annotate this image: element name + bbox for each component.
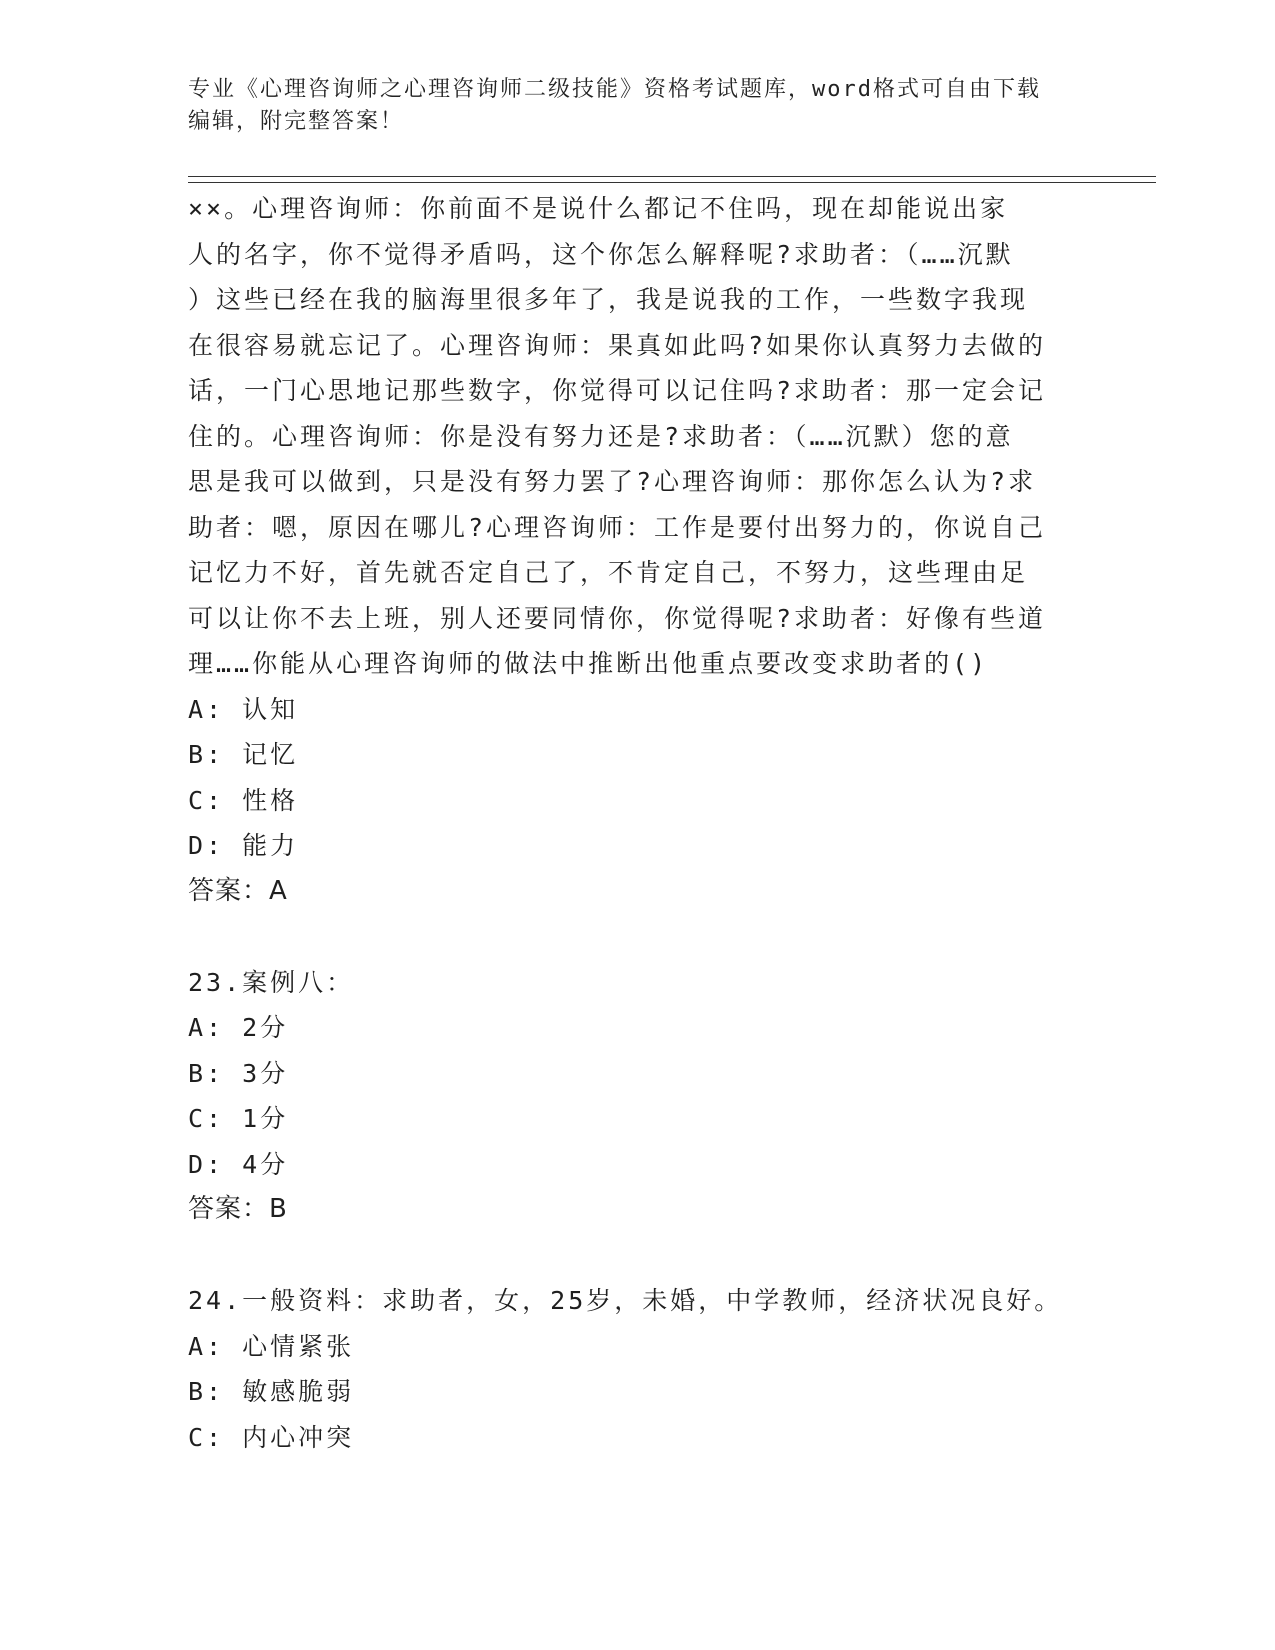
- q22-line: 住的。心理咨询师：你是没有努力还是?求助者：（……沉默）您的意: [188, 421, 1014, 451]
- q22-line: 理……你能从心理咨询师的做法中推断出他重点要改变求助者的(): [188, 649, 989, 678]
- q24-option-b: B: 敏感脆弱: [188, 1377, 355, 1406]
- q23-option-d: D: 4分: [188, 1149, 289, 1179]
- question-24-title: 24.一般资料：求助者，女，25岁，未婚，中学教师，经济状况良好。: [188, 1286, 1063, 1315]
- q22-line: 话，一门心思地记那些数字，你觉得可以记住吗?求助者：那一定会记: [188, 376, 1047, 405]
- header-line-1: 专业《心理咨询师之心理咨询师二级技能》资格考试题库，word格式可自由下载: [188, 77, 1041, 102]
- q23-option-a: A: 2分: [188, 1013, 289, 1042]
- q23-answer: 答案：B: [188, 1194, 288, 1224]
- q22-answer: 答案：A: [188, 875, 288, 906]
- header-divider-bottom: [188, 182, 1156, 183]
- q22-line: 思是我可以做到，只是没有努力罢了?心理咨询师：那你怎么认为?求: [188, 467, 1037, 496]
- header-divider-top: [188, 176, 1156, 177]
- q22-option-d: D: 能力: [188, 831, 299, 860]
- q23-option-b: B: 3分: [188, 1058, 289, 1088]
- document-body: [188, 186, 1088, 1460]
- q22-line: 助者：嗯，原因在哪儿?心理咨询师：工作是要付出努力的，你说自己: [188, 512, 1047, 542]
- q22-option-b: B: 记忆: [188, 740, 299, 769]
- q22-line: 在很容易就忘记了。心理咨询师：果真如此吗?如果你认真努力去做的: [188, 330, 1047, 360]
- q22-line: 可以让你不去上班，别人还要同情你，你觉得呢?求助者：好像有些道: [188, 603, 1047, 633]
- document-header: [188, 74, 1088, 138]
- q24-option-c: C: 内心冲突: [188, 1422, 355, 1452]
- q22-option-c: C: 性格: [188, 785, 299, 815]
- spacer: [188, 914, 1088, 960]
- q22-line: ）这些已经在我的脑海里很多年了，我是说我的工作，一些数字我现: [188, 285, 1029, 314]
- question-23-title: 23.案例八：: [188, 967, 355, 997]
- q22-option-a: A: 认知: [188, 694, 299, 724]
- q22-line: 人的名字，你不觉得矛盾吗，这个你怎么解释呢?求助者：（……沉默: [188, 239, 1014, 269]
- q24-option-a: A: 心情紧张: [188, 1331, 355, 1361]
- question-22-text: [188, 186, 1088, 687]
- header-line-2: 编辑，附完整答案！: [188, 109, 405, 134]
- spacer: [188, 1233, 1088, 1279]
- q23-option-c: C: 1分: [188, 1104, 289, 1133]
- q22-line: ××。心理咨询师：你前面不是说什么都记不住吗，现在却能说出家: [188, 194, 1009, 223]
- q22-line: 记忆力不好，首先就否定自己了，不肯定自己，不努力，这些理由足: [188, 558, 1029, 587]
